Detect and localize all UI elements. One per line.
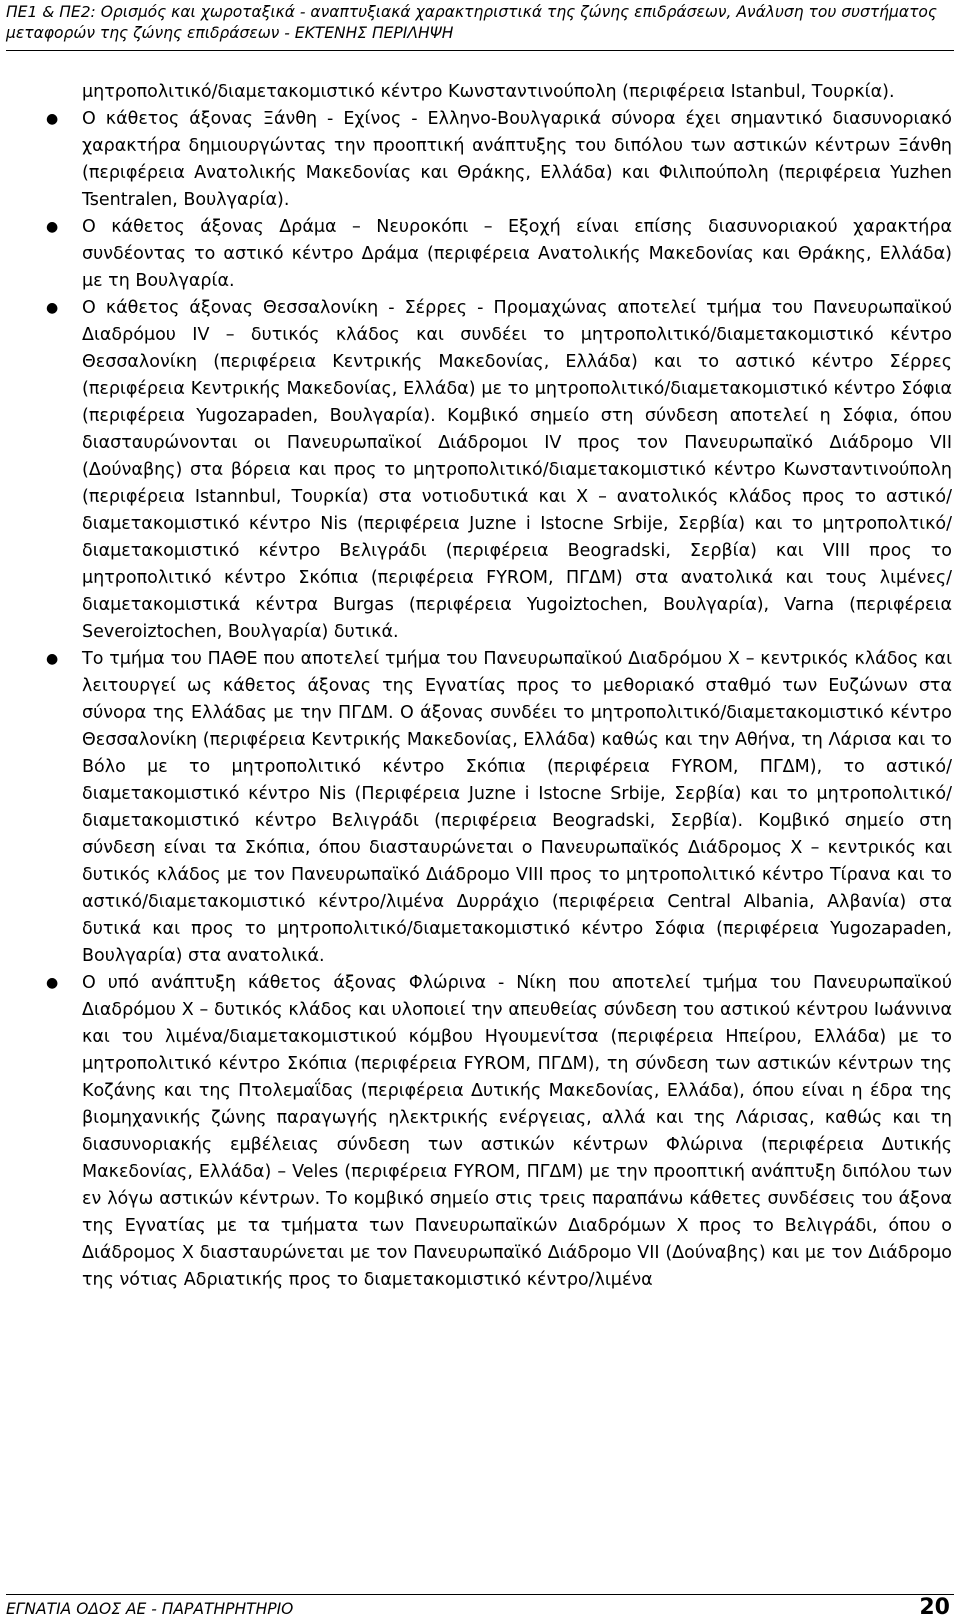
document-body	[46, 79, 952, 1294]
list-item-text: Ο κάθετος άξονας Δράμα – Νευροκόπι – Εξοχή είναι επίσης διασυνοριακού χαρακτήρα συνδέοντας το αστικό κέντρο Δράμα (περιφέρεια Ανατολικής Μακεδονίας και Θράκης, Ελλάδα) με τη Βουλγαρία.	[82, 217, 952, 291]
bullet-icon: ●	[46, 975, 59, 991]
list-item	[46, 295, 952, 646]
list-item	[46, 214, 952, 295]
footer-divider	[6, 1594, 954, 1595]
bullet-icon: ●	[46, 111, 59, 127]
list-item	[46, 970, 952, 1294]
bullet-icon: ●	[46, 651, 59, 667]
page-number: 20	[919, 1595, 950, 1620]
list-item-text: Ο κάθετος άξονας Ξάνθη - Εχίνος - Ελληνο-Βουλγαρικά σύνορα έχει σημαντικό διασυνοριακό χαρακτήρα δημιουργώντας την προοπτική ανάπτυξης του διπόλου των αστικών κέντρων Ξάνθη (περιφέρεια Ανατολικής Μακεδονίας και Θράκης, Ελλάδα) και Φιλιπούπολη (περιφέρεια Yuzhen Tsentralen, Βουλγαρία).	[82, 109, 952, 210]
list-item	[46, 106, 952, 214]
list-item-text: Ο υπό ανάπτυξη κάθετος άξονας Φλώρινα - Νίκη που αποτελεί τμήμα του Πανευρωπαϊκού Διαδρόμου X – δυτικός κλάδος και υλοποιεί την απευθείας σύνδεση του αστικού κέντρου Ιωάννινα και του λιμένα/διαμετακομιστικού κόμβου Ηγουμενίτσα (περιφέρεια Ηπείρου, Ελλάδα) με το μητροπολιτικό κέντρο Σκόπια (περιφέρεια FYROM, ΠΓΔΜ), τη σύνδεση των αστικών κέντρων της Κοζάνης και της Πτολεμαΐδας (περιφέρεια Δυτικής Μακεδονίας, Ελλάδα), όπου είναι η έδρα της βιομηχανικής ζώνης παραγωγής ηλεκτρικής ενέργειας, αλλά και της Λάρισας, καθώς και τη διασυνοριακής εμβέλειας σύνδεση των αστικών κέντρων Φλώρινα (περιφέρεια Δυτικής Μακεδονίας, Ελλάδα) – Veles (περιφέρεια FYROM, ΠΓΔΜ) με την προοπτική ανάπτυξη διπόλου των εν λόγω αστικών κέντρων. Το κομβικό σημείο στις τρεις παραπάνω κάθετες συνδέσεις του άξονα της Εγνατίας με τα τμήματα των Πανευρωπαϊκών Διαδρόμων X προς το Βελιγράδι, όπου ο Διάδρομος X διασταυρώνεται με τον Πανευρωπαϊκό Διάδρομο VII (Δούναβης) και με τον Διάδρομο της νότιας Αδριατικής προς το διαμετακομιστικό κέντρο/λιμένα	[82, 973, 952, 1290]
footer-org: ΕΓΝΑΤΙΑ ΟΔΟΣ ΑΕ - ΠΑΡΑΤΗΡΗΤΗΡΙΟ	[6, 1600, 294, 1618]
continuation-paragraph: μητροπολιτικό/διαμετακομιστικό κέντρο Κωνσταντινούπολη (περιφέρεια Istanbul, Τουρκία).	[82, 82, 895, 102]
list-item-text: Το τμήμα του ΠΑΘΕ που αποτελεί τμήμα του Πανευρωπαϊκού Διαδρόμου X – κεντρικός κλάδος και λειτουργεί ως κάθετος άξονας της Εγνατίας προς το μεθοριακό σταθμό των Ευζώνων στα σύνορα της Ελλάδας με την ΠΓΔΜ. Ο άξονας συνδέει το μητροπολιτικό/διαμετακομιστικό κέντρο Θεσσαλονίκη (περιφέρεια Κεντρικής Μακεδονίας, Ελλάδα) καθώς και την Αθήνα, τη Λάρισα και το Βόλο με το μητροπολιτικό κέντρο Σκόπια (περιφέρεια FYROM, ΠΓΔΜ), το αστικό/διαμετακομιστικό κέντρο Nis (Περιφέρεια Juzne i Istocne Srbije, Σερβία) και το μητροπολιτικό/διαμετακομιστικό κέντρο Βελιγράδι (περιφέρεια Beogradski, Σερβία). Κομβικό σημείο στη σύνδεση είναι τα Σκόπια, όπου διασταυρώνεται ο Πανευρωπαϊκός Διάδρομος X – κεντρικός και δυτικός κλάδος με τον Πανευρωπαϊκό Διάδρομο VIII προς το μητροπολιτικό κέντρο Τίρανα και το αστικό/διαμετακομιστικό κέντρο/λιμένα Δυρράχιο (περιφέρεια Central Albania, Αλβανία) στα δυτικά και προς το μητροπολιτικό/διαμετακομιστικό κέντρο Σόφια (περιφέρεια Yugozapaden, Βουλγαρία) στα ανατολικά.	[82, 649, 952, 966]
list-item-text: Ο κάθετος άξονας Θεσσαλονίκη - Σέρρες - Προμαχώνας αποτελεί τμήμα του Πανευρωπαϊκού Διαδρόμου IV – δυτικός κλάδος και συνδέει το μητροπολιτικό/διαμετακομιστικό κέντρο Θεσσαλονίκη (περιφέρεια Κεντρικής Μακεδονίας, Ελλάδα) και το αστικό κέντρο Σέρρες (περιφέρεια Κεντρικής Μακεδονίας, Ελλάδα) με το μητροπολιτικό/διαμετακομιστικό κέντρο Σόφια (περιφέρεια Yugozapaden, Βουλγαρία). Κομβικό σημείο στη σύνδεση αποτελεί η Σόφια, όπου διασταυρώνονται οι Πανευρωπαϊκοί Διάδρομοι IV προς τον Πανευρωπαϊκό Διάδρομο VII (Δούναβης) στα βόρεια και προς το μητροπολιτικό/διαμετακομιστικό κέντρο Κωνσταντινούπολη (περιφέρεια Istannbul, Τουρκία) στα νοτιοδυτικά και X – ανατολικός κλάδος προς το αστικό/διαμετακομιστικό κέντρο Nis (περιφέρεια Juzne i Istocne Srbije, Σερβία) και το μητροπολτικό/διαμετακομιστικό κέντρο Βελιγράδι (περιφέρεια Beogradski, Σερβία) και VIII προς το μητροπολιτικό κέντρο Σκόπια (περιφέρεια FYROM, ΠΓΔΜ) στα ανατολικά και τους λιμένες/διαμετακομιστικά κέντρα Burgas (περιφέρεια Yugoiztochen, Βουλγαρία), Varna (περιφέρεια Severoiztochen, Βουλγαρία) δυτικά.	[82, 298, 952, 642]
list-item	[46, 646, 952, 970]
bullet-icon: ●	[46, 300, 59, 316]
page-header	[6, 2, 954, 51]
header-title: ΠΕ1 & ΠΕ2: Ορισμός και χωροταξικά - αναπτυξιακά χαρακτηριστικά της ζώνης επιδράσεων, Ανάλυση του συστήματος μεταφορών της ζώνης επιδράσεων - ΕΚΤΕΝΗΣ ΠΕΡΙΛΗΨΗ	[6, 3, 937, 42]
bullet-list	[46, 106, 952, 1294]
bullet-icon: ●	[46, 219, 59, 235]
